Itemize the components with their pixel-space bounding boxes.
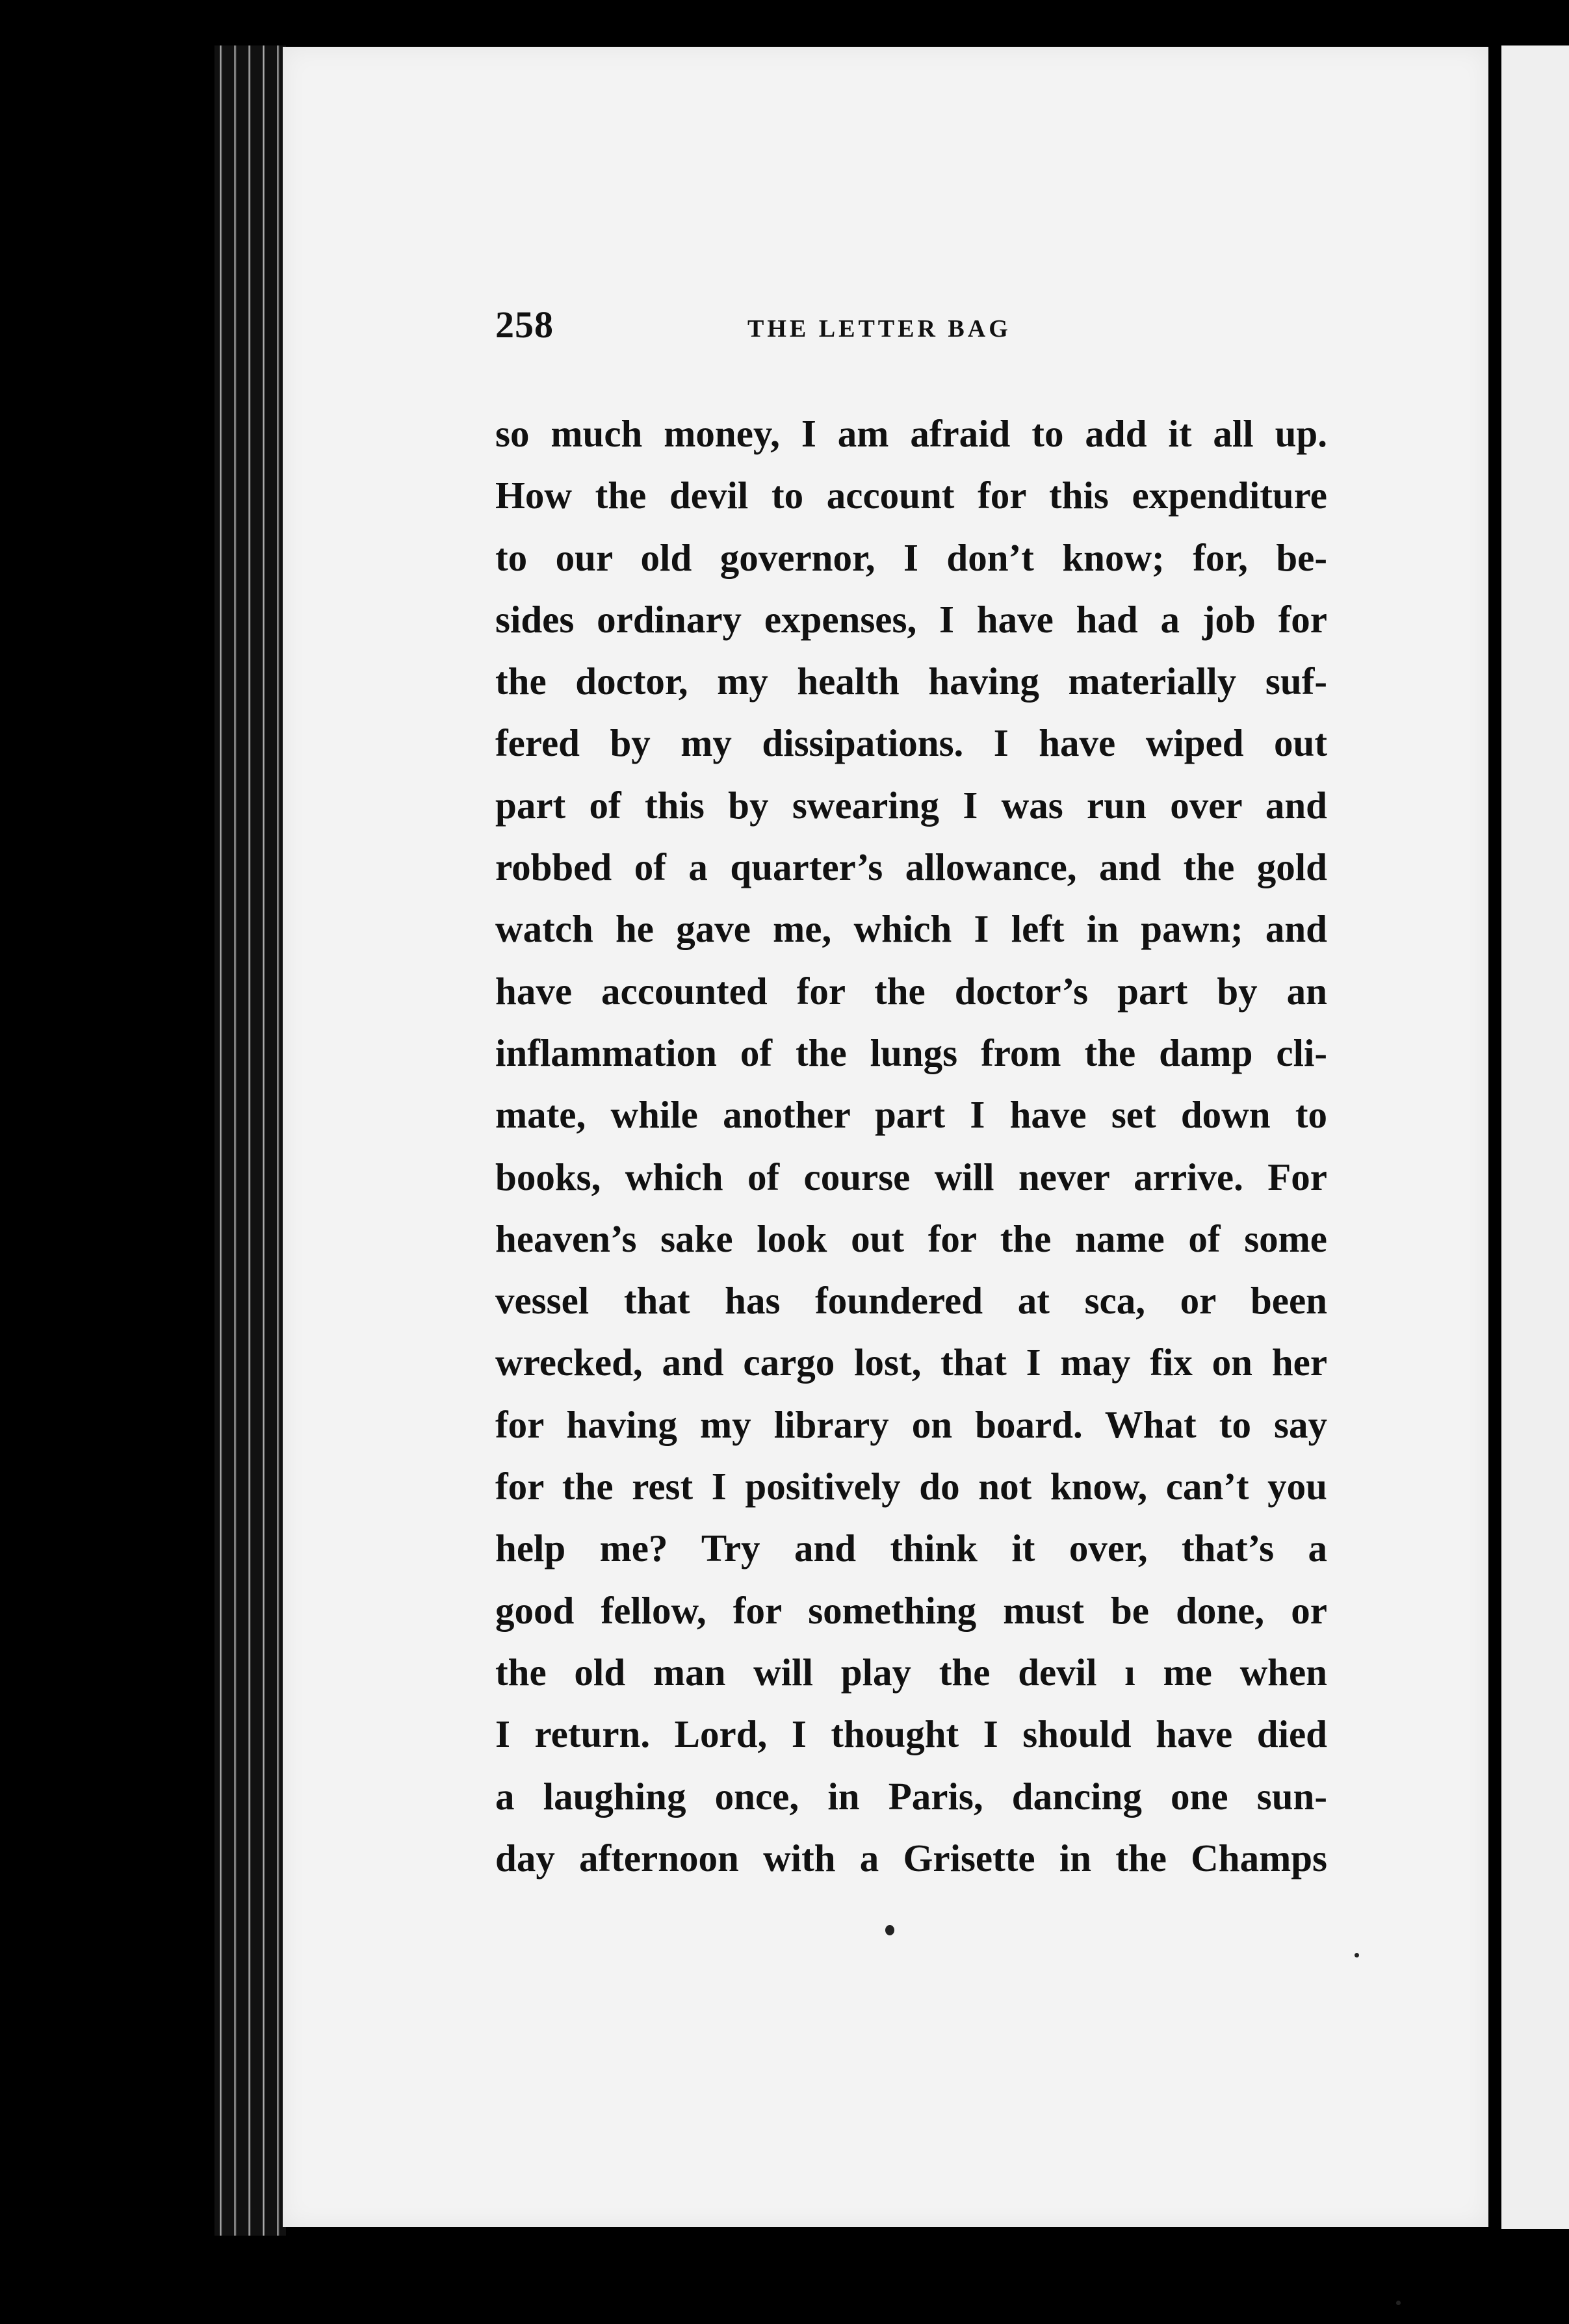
text-line: to our old governor, I don’t know; for, be-	[495, 536, 1327, 579]
text-line: watch he gave me, which I left in pawn; and	[495, 907, 1327, 951]
text-line: sides ordinary expenses, I have had a job for	[495, 597, 1327, 641]
text-line: good fellow, for something must be done, or	[495, 1588, 1327, 1632]
text-line: so much money, I am afraid to add it all up.	[495, 412, 1327, 455]
text-line: vessel that has foundered at sca, or been	[495, 1279, 1327, 1323]
ink-speck	[1396, 2301, 1401, 2305]
ink-speck	[1355, 1953, 1359, 1957]
text-line: wrecked, and cargo lost, that I may fix on her	[495, 1341, 1327, 1384]
text-line: books, which of course will never arrive. For	[495, 1155, 1327, 1198]
text-line: day afternoon with a Grisette in the Champs	[495, 1836, 1327, 1879]
ink-dot	[885, 1925, 894, 1935]
text-line: fered by my dissipations. I have wiped out	[495, 721, 1327, 765]
text-line: I return. Lord, I thought I should have died	[495, 1712, 1327, 1756]
page-edges	[214, 45, 286, 2236]
running-title: THE LETTER BAG	[747, 315, 1011, 342]
text-line: inflammation of the lungs from the damp cli-	[495, 1031, 1327, 1074]
page-number: 258	[495, 303, 554, 346]
facing-page-edge	[1501, 45, 1569, 2229]
text-line: for the rest I positively do not know, can’t you	[495, 1465, 1327, 1508]
text-line: for having my library on board. What to say	[495, 1402, 1327, 1446]
text-line: robbed of a quarter’s allowance, and the gold	[495, 846, 1327, 889]
text-line: help me? Try and think it over, that’s a	[495, 1527, 1327, 1570]
text-line: heaven’s sake look out for the name of some	[495, 1217, 1327, 1260]
text-line: How the devil to account for this expenditure	[495, 474, 1327, 517]
body-text	[495, 403, 1327, 1889]
text-line: a laughing once, in Paris, dancing one sun-	[495, 1774, 1327, 1818]
text-line: part of this by swearing I was run over and	[495, 783, 1327, 827]
text-line: mate, while another part I have set down to	[495, 1093, 1327, 1137]
text-line: the doctor, my health having materially suf-	[495, 660, 1327, 703]
running-head	[495, 303, 1340, 361]
text-line: have accounted for the doctor’s part by an	[495, 969, 1327, 1013]
text-line: the old man will play the devil ı me when	[495, 1650, 1327, 1694]
